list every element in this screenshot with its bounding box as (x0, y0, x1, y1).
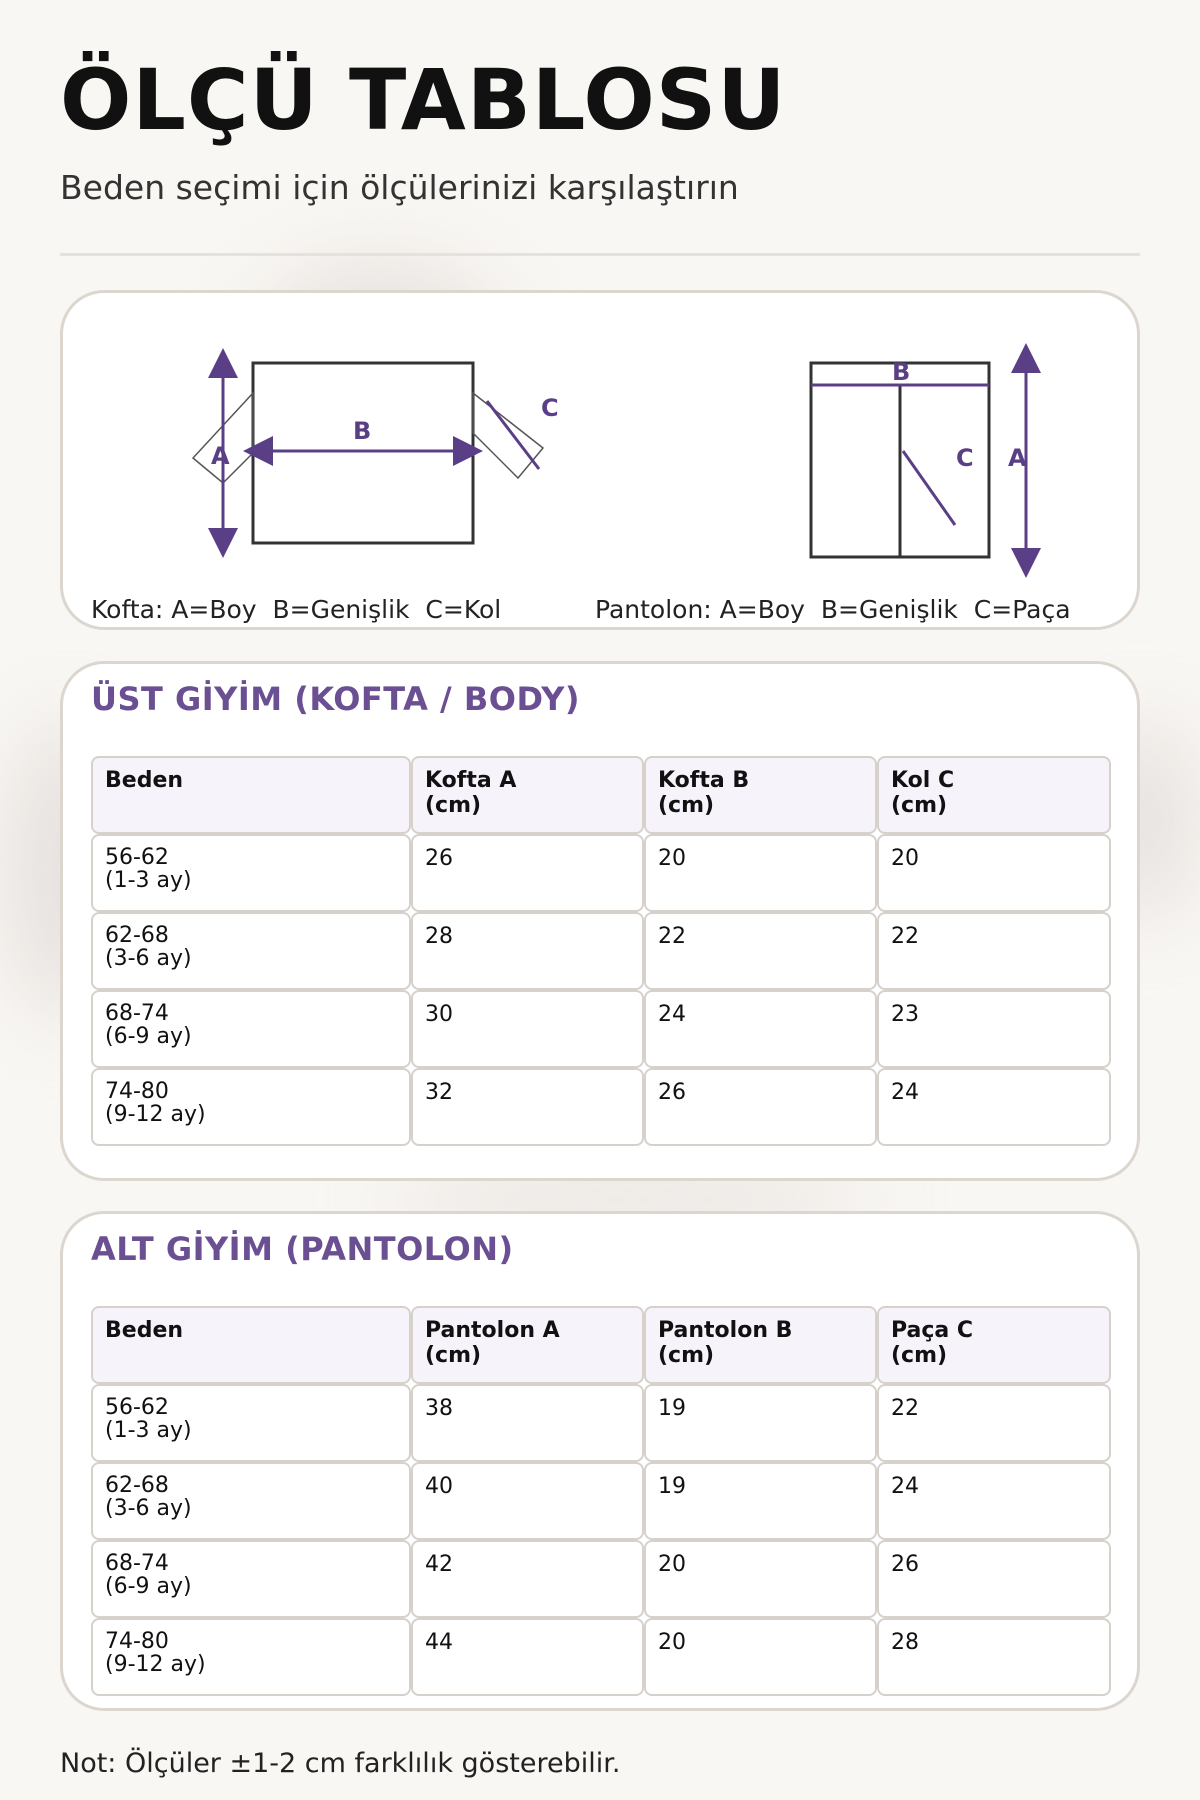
measurement-diagram-card (60, 290, 1140, 630)
pantolon-diagram (811, 358, 1027, 563)
size-cell: 56-62 (1-3 ay) (91, 1384, 411, 1462)
column-header-size: Beden (91, 756, 411, 834)
kofta-body-shape (253, 363, 473, 543)
value-cell: 20 (644, 1540, 877, 1618)
size-cell: 68-74 (6-9 ay) (91, 990, 411, 1068)
column-header-size: Beden (91, 1306, 411, 1384)
table-row (91, 1618, 1111, 1696)
value-cell: 44 (411, 1618, 644, 1696)
kofta-a-label: A (211, 442, 230, 470)
value-cell: 32 (411, 1068, 644, 1146)
column-header-pantolon-a: Pantolon A (cm) (411, 1306, 644, 1384)
table-row (91, 834, 1111, 912)
kofta-right-sleeve (473, 393, 543, 478)
pantolon-legend: Pantolon: A=Boy B=Genişlik C=Paça (595, 595, 1071, 624)
top-wear-card (60, 661, 1140, 1181)
kofta-legend: Kofta: A=Boy B=Genişlik C=Kol (91, 595, 502, 624)
value-cell: 24 (644, 990, 877, 1068)
column-header-kol-c: Kol C (cm) (877, 756, 1111, 834)
value-cell: 26 (411, 834, 644, 912)
value-cell: 20 (644, 1618, 877, 1696)
top-wear-title: ÜST GİYİM (KOFTA / BODY) (91, 680, 580, 718)
footer-note: Not: Ölçüler ±1-2 cm farklılık gösterebilir. (60, 1748, 621, 1779)
table-row (91, 1462, 1111, 1540)
value-cell: 19 (644, 1462, 877, 1540)
pantolon-c-line (903, 451, 955, 525)
table-row (91, 990, 1111, 1068)
column-header-pantolon-b: Pantolon B (cm) (644, 1306, 877, 1384)
size-cell: 56-62 (1-3 ay) (91, 834, 411, 912)
size-cell: 74-80 (9-12 ay) (91, 1068, 411, 1146)
size-cell: 68-74 (6-9 ay) (91, 1540, 411, 1618)
size-cell: 62-68 (3-6 ay) (91, 912, 411, 990)
value-cell: 30 (411, 990, 644, 1068)
kofta-c-label: C (541, 394, 559, 422)
kofta-b-label: B (353, 417, 372, 445)
value-cell: 20 (644, 834, 877, 912)
page-title: ÖLÇÜ TABLOSU (60, 51, 787, 149)
pantolon-b-label: B (892, 358, 911, 386)
value-cell: 24 (877, 1068, 1111, 1146)
page-subtitle: Beden seçimi için ölçülerinizi karşılaştırın (60, 168, 739, 207)
column-header-kofta-b: Kofta B (cm) (644, 756, 877, 834)
value-cell: 28 (411, 912, 644, 990)
measurement-diagram (63, 293, 1137, 627)
value-cell: 23 (877, 990, 1111, 1068)
column-header-paca-c: Paça C (cm) (877, 1306, 1111, 1384)
bottom-wear-title: ALT GİYİM (PANTOLON) (91, 1230, 514, 1268)
bottom-wear-card (60, 1211, 1140, 1711)
header-divider (60, 253, 1140, 256)
size-cell: 62-68 (3-6 ay) (91, 1462, 411, 1540)
value-cell: 26 (644, 1068, 877, 1146)
size-cell: 74-80 (9-12 ay) (91, 1618, 411, 1696)
value-cell: 40 (411, 1462, 644, 1540)
value-cell: 22 (877, 1384, 1111, 1462)
pantolon-a-label: A (1008, 444, 1027, 472)
table-row (91, 912, 1111, 990)
value-cell: 20 (877, 834, 1111, 912)
bottom-wear-table (91, 1306, 1111, 1696)
value-cell: 24 (877, 1462, 1111, 1540)
table-header-row (91, 1306, 1111, 1384)
top-wear-table (91, 756, 1111, 1146)
value-cell: 42 (411, 1540, 644, 1618)
table-row (91, 1540, 1111, 1618)
value-cell: 19 (644, 1384, 877, 1462)
table-row (91, 1068, 1111, 1146)
pantolon-c-label: C (956, 444, 974, 472)
value-cell: 38 (411, 1384, 644, 1462)
value-cell: 26 (877, 1540, 1111, 1618)
value-cell: 28 (877, 1618, 1111, 1696)
column-header-kofta-a: Kofta A (cm) (411, 756, 644, 834)
value-cell: 22 (644, 912, 877, 990)
value-cell: 22 (877, 912, 1111, 990)
kofta-c-line (487, 401, 539, 469)
table-header-row (91, 756, 1111, 834)
kofta-diagram (193, 363, 559, 543)
table-row (91, 1384, 1111, 1462)
